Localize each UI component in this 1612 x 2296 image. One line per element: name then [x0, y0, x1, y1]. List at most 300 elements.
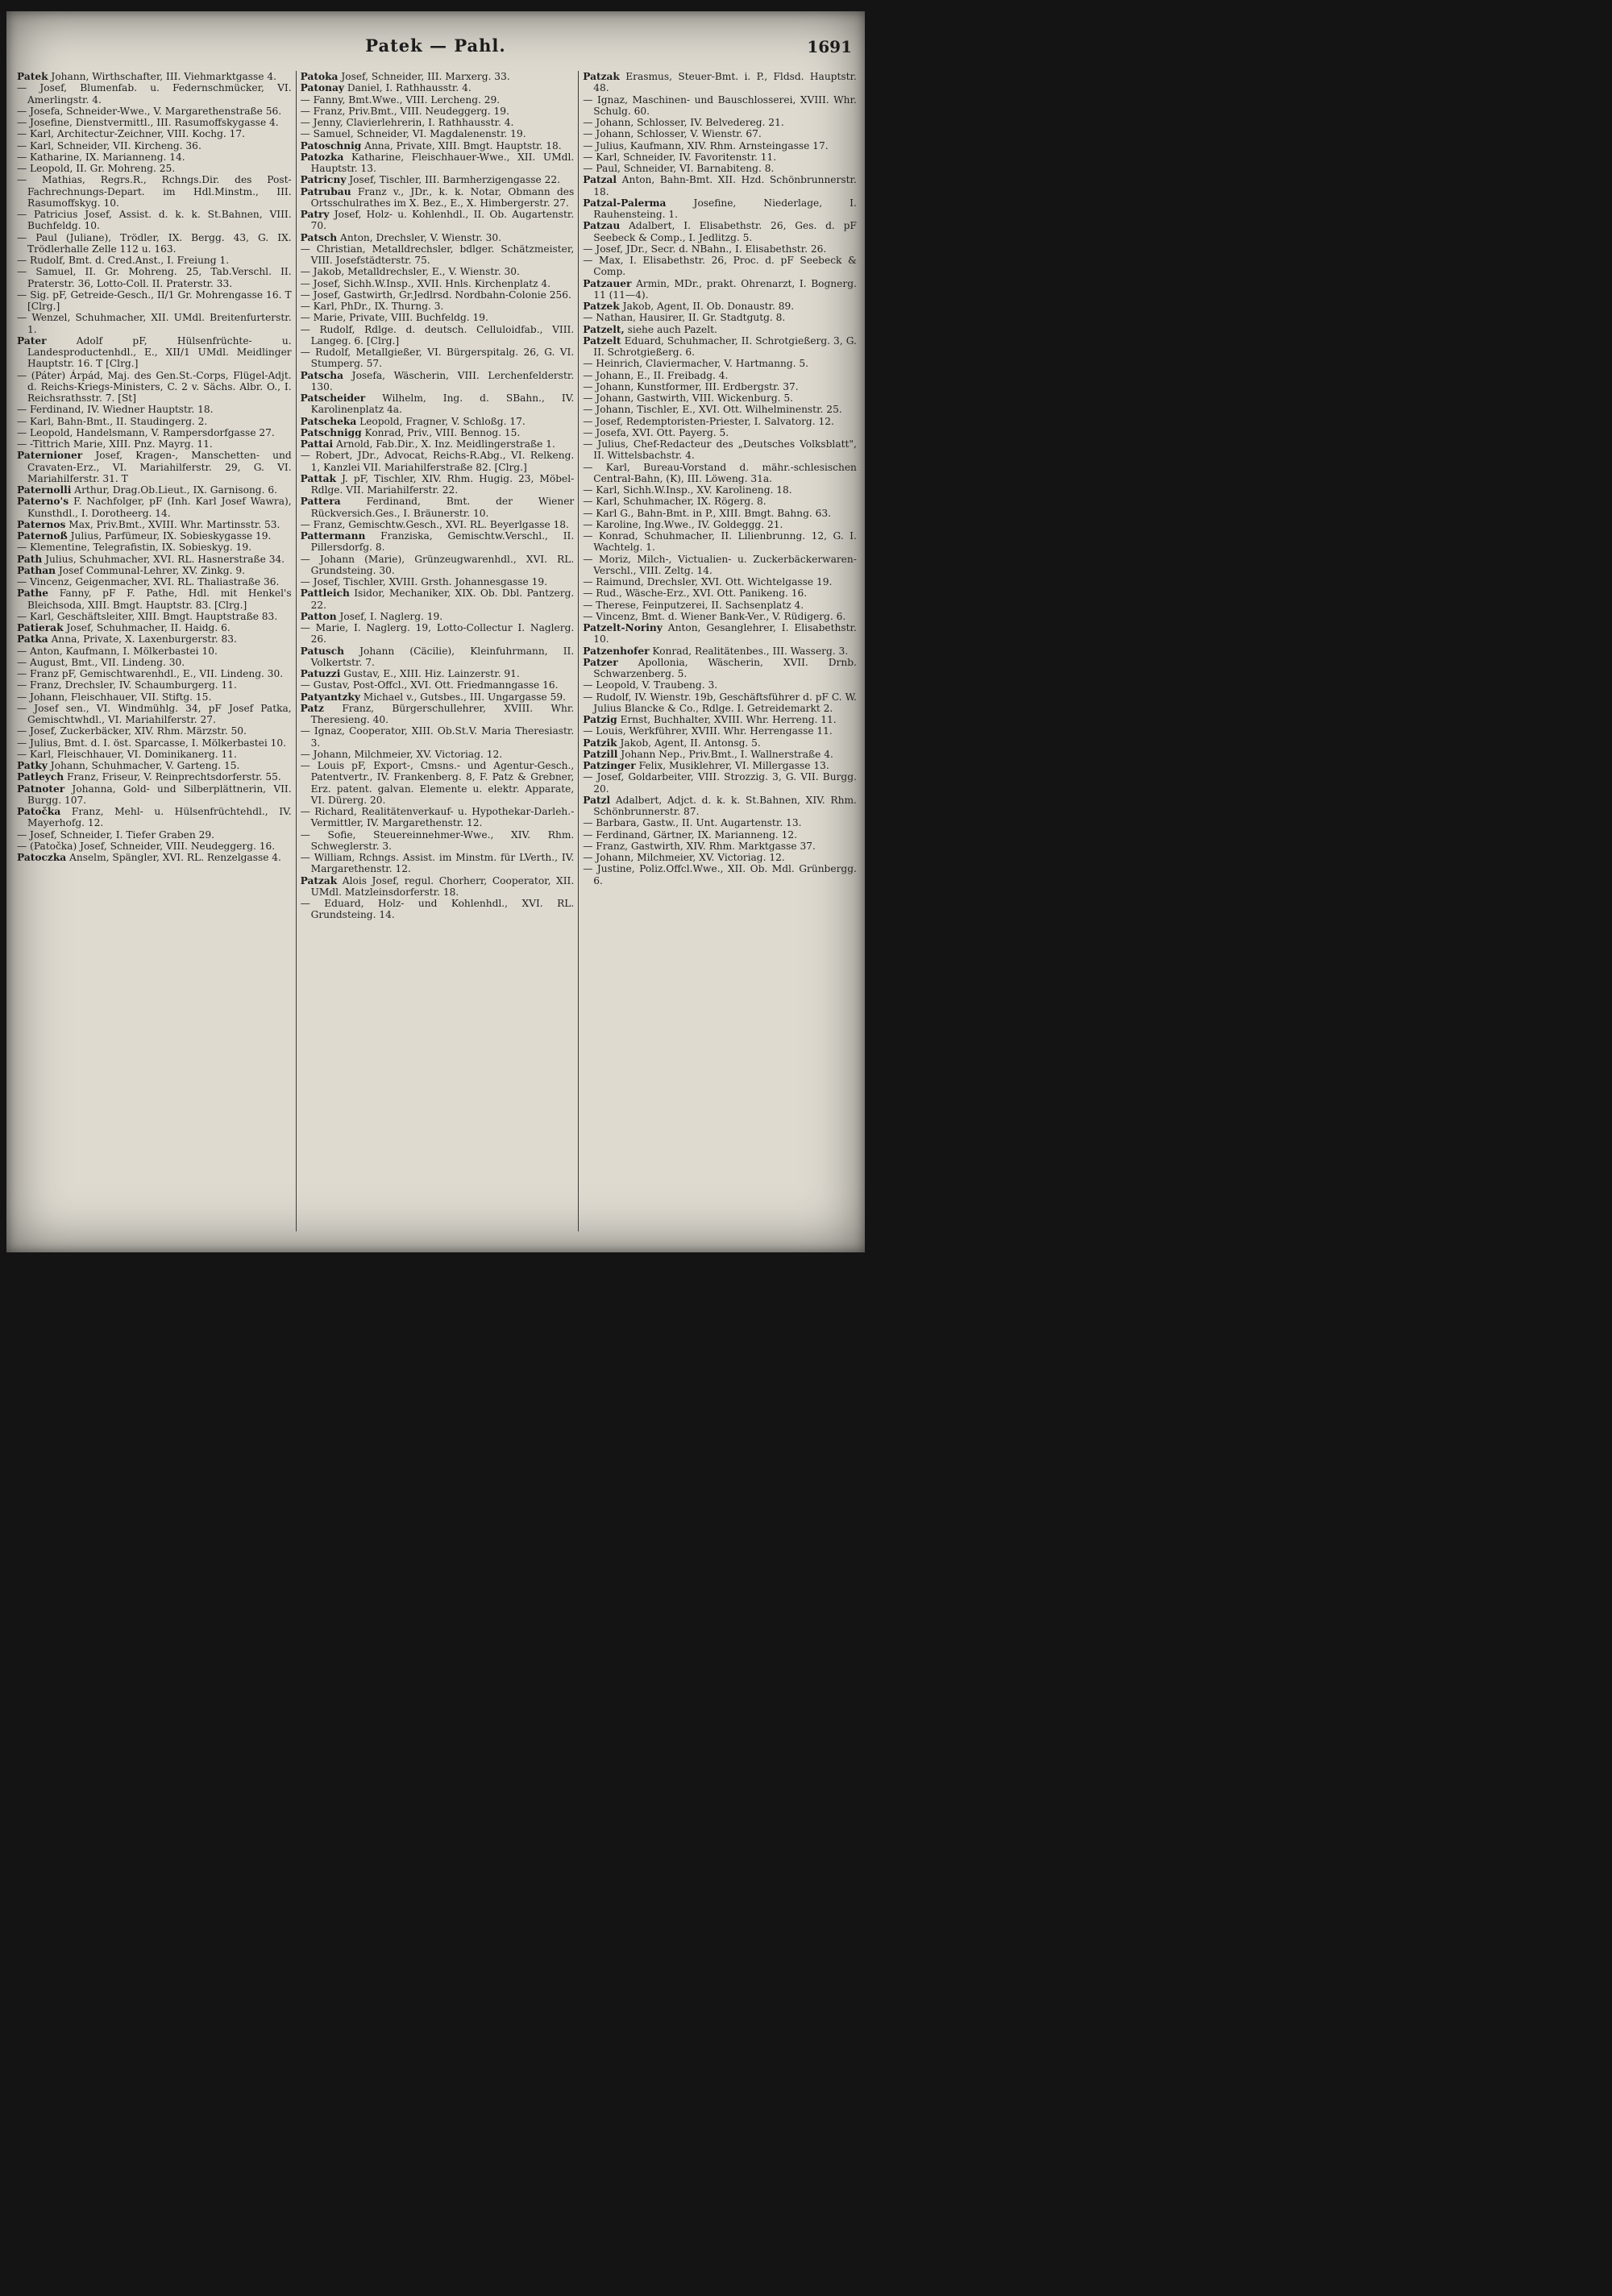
entry-surname: Patzill [583, 748, 618, 760]
entry-details: — Ferdinand, IV. Wiedner Hauptstr. 18. [17, 404, 214, 416]
entry-details: — Nathan, Hausirer, II. Gr. Stadtgutg. 8. [583, 312, 786, 324]
entry-details: J. pF, Tischler, XIV. Rhm. Hugig. 23, Möbel-Rdlge. VII. Mariahilferstr. 22. [310, 472, 575, 496]
directory-entry [17, 554, 292, 565]
directory-entry [301, 312, 575, 323]
directory-entry [17, 691, 292, 703]
entry-details: — Ferdinand, Gärtner, IX. Marianneng. 12. [583, 828, 798, 841]
entry-details: — Justine, Poliz.Offcl.Wwe., XII. Ob. Mdl. Grünbergg. 6. [583, 863, 857, 886]
entry-details: Josef, Holz- u. Kohlenhdl., II. Ob. Augartenstr. 70. [310, 209, 575, 232]
directory-entry [583, 554, 857, 577]
entry-details: Josef, Schneider, III. Marxerg. 33. [338, 71, 510, 82]
entry-surname: Patscheider [300, 392, 366, 404]
directory-entry [301, 324, 575, 347]
entry-surname: Patzauer [583, 277, 632, 289]
entry-details: — Karl G., Bahn-Bmt. in P., XIII. Bmgt. Bahng. 63. [583, 507, 832, 519]
directory-entry [17, 117, 292, 128]
directory-entry [583, 163, 857, 174]
entry-details: Josef, Schuhmacher, II. Haidg. 6. [63, 622, 231, 633]
entry-details: — Barbara, Gastw., II. Unt. Augartenstr. 13. [583, 817, 802, 829]
directory-entry [17, 783, 292, 807]
entry-details: Fanny, pF F. Pathe, Hdl. mit Henkel's Bleichsoda, XIII. Bmgt. Hauptstr. 83. [Clrg.] [27, 587, 292, 611]
entry-details: — Jenny, Clavierlehrerin, I. Rathhausstr. 4. [300, 117, 514, 128]
entry-details: Gustav, E., XIII. Hiz. Lainzerstr. 91. [340, 668, 520, 679]
directory-entry [301, 611, 575, 622]
directory-entry [583, 324, 857, 335]
directory-entry [17, 496, 292, 519]
directory-entry [583, 725, 857, 737]
entry-details: — Eduard, Holz- und Kohlenhdl., XVI. RL. Grundsteing. 14. [300, 898, 575, 921]
entry-details: — Johann, Kunstformer, III. Erdbergstr. 37. [583, 380, 799, 392]
directory-entry [583, 335, 857, 359]
directory-entry [17, 852, 292, 863]
directory-entry [17, 771, 292, 783]
directory-entry [583, 94, 857, 118]
entry-details: Julius, Parfümeur, IX. Sobieskygasse 19. [67, 530, 272, 542]
entry-details: — Josef sen., VI. Windmühlg. 34, pF Josef Patka, Gemischtwhdl., VI. Mariahilferstr. 27. [17, 702, 292, 725]
entry-details: — Rud., Wäsche-Erz., XVI. Ott. Panikeng. 16. [583, 587, 808, 600]
directory-entry [301, 554, 575, 577]
entry-surname: Patzenhofer [583, 645, 650, 657]
entry-details: — Rudolf, Bmt. d. Cred.Anst., I. Freiung 1. [17, 255, 230, 266]
column-2 [296, 71, 579, 1231]
directory-entry [583, 174, 857, 197]
directory-entry [583, 691, 857, 715]
entry-details: — Vincenz, Bmt. d. Wiener Bank-Ver., V. Rüdigerg. 6. [583, 610, 846, 622]
entry-details: — William, Rchngs. Assist. im Minstm. für LVerth., IV. Margarethenstr. 12. [300, 852, 575, 875]
entry-details: Josefine, Niederlage, I. Rauhensteing. 1. [593, 197, 857, 220]
directory-entry [583, 427, 857, 438]
directory-entry [583, 841, 857, 852]
directory-entry [17, 152, 292, 163]
entry-surname: Patonay [300, 82, 344, 94]
entry-surname: Patusch [300, 645, 344, 657]
entry-details: — Anton, Kaufmann, I. Mölkerbastei 10. [17, 645, 218, 657]
directory-entry [301, 186, 575, 210]
directory-entry [583, 496, 857, 507]
directory-entry [301, 174, 575, 185]
directory-entry [583, 817, 857, 828]
entry-details: — Johann, Gastwirth, VIII. Wickenburg. 5. [583, 392, 794, 404]
entry-details: Anna, Private, X. Laxenburgerstr. 83. [48, 633, 237, 646]
entry-surname: Patuzzi [300, 668, 341, 679]
directory-page [6, 11, 865, 1252]
directory-entry [301, 232, 575, 243]
directory-entry [583, 587, 857, 599]
directory-entry [301, 71, 575, 82]
running-head: Patek — Pahl. [365, 35, 506, 56]
directory-entry [301, 152, 575, 175]
directory-entry [583, 301, 857, 312]
directory-entry [583, 611, 857, 622]
directory-entry [301, 278, 575, 289]
directory-entry [17, 576, 292, 587]
entry-details: Franz v., JDr., k. k. Notar, Obmann des Ortsschulrathes im X. Bez., E., X. Himbergerstr. 27. [310, 185, 575, 209]
directory-entry [583, 737, 857, 749]
entry-surname: Patierak [17, 622, 64, 633]
directory-entry [17, 427, 292, 438]
entry-details: Josef, Tischler, III. Barmherzigengasse 22. [346, 174, 561, 186]
page-header [6, 35, 865, 66]
entry-details: Ernst, Buchhalter, XVIII. Whr. Herreng. 11. [617, 714, 837, 725]
entry-surname: Patsch [300, 231, 338, 243]
directory-entry [583, 679, 857, 691]
entry-details: — Leopold, II. Gr. Mohreng. 25. [17, 163, 176, 174]
directory-entry [17, 657, 292, 668]
entry-surname: Patzinger [583, 760, 636, 771]
entry-details: — Moriz, Milch-, Victualien- u. Zuckerbäckerwaren-Verschl., VIII. Zeltg. 14. [583, 553, 857, 576]
entry-surname: Patzelt [583, 334, 621, 347]
entry-details: — Karl, Fleischhauer, VI. Dominikanerg. 11. [17, 748, 237, 760]
entry-details: Leopold, Fragner, V. Schloßg. 17. [356, 415, 526, 427]
directory-entry [583, 312, 857, 323]
directory-entry [301, 576, 575, 587]
entry-details: — Leopold, V. Traubeng. 3. [583, 679, 718, 691]
directory-entry [583, 760, 857, 771]
entry-details: Arthur, Drag.Ob.Lieut., IX. Garnisong. 6. [71, 484, 277, 496]
directory-entry [583, 462, 857, 485]
directory-columns [13, 71, 861, 1231]
entry-surname: Patzal [583, 174, 617, 186]
directory-entry [17, 370, 292, 405]
entry-details: — Louis, Werkführer, XVIII. Whr. Herrengasse 11. [583, 725, 833, 737]
entry-details: — Karl, Schneider, VII. Kircheng. 36. [17, 139, 202, 152]
entry-details: Max, Priv.Bmt., XVIII. Whr. Martinsstr. 53. [65, 518, 280, 530]
entry-details: — Katharine, IX. Marianneng. 14. [17, 151, 185, 163]
directory-entry [301, 266, 575, 277]
entry-surname: Pattak [300, 472, 336, 484]
directory-entry [301, 875, 575, 899]
entry-details: — Marie, I. Naglerg. 19, Lotto-Collectur I. Naglerg. 26. [300, 622, 575, 646]
entry-details: Josef Communal-Lehrer, XV. Zinkg. 9. [55, 564, 245, 576]
directory-entry [17, 668, 292, 679]
entry-details: — Josefa, XVI. Ott. Payerg. 5. [583, 426, 729, 438]
entry-details: — Fanny, Bmt.Wwe., VIII. Lercheng. 29. [300, 93, 501, 106]
entry-surname: Patyantzky [300, 691, 360, 703]
directory-entry [17, 829, 292, 841]
directory-entry [301, 898, 575, 921]
directory-entry [583, 416, 857, 427]
directory-entry [17, 806, 292, 829]
directory-entry [583, 622, 857, 646]
directory-entry [301, 427, 575, 438]
directory-entry [301, 392, 575, 416]
entry-details: — Josef, Sichh.W.Insp., XVII. Hnls. Kirchenplatz 4. [300, 277, 551, 289]
directory-entry [583, 508, 857, 519]
entry-details: — Rudolf, Rdlge. d. deutsch. Celluloidfab., VIII. Langeg. 6. [Clrg.] [300, 323, 575, 347]
entry-surname: Patka [17, 633, 48, 646]
entry-details: Adalbert, I. Elisabethstr. 26, Ges. d. pF Seebeck & Comp., I. Jedlitzg. 5. [593, 220, 857, 243]
directory-entry [583, 197, 857, 221]
entry-details: — Leopold, Handelsmann, V. Rampersdorfgasse 27. [17, 426, 275, 438]
entry-details: — Franz pF, Gemischtwarenhdl., E., VII. Lindeng. 30. [17, 668, 284, 679]
entry-surname: Patoka [300, 71, 339, 82]
entry-details: — Vincenz, Geigenmacher, XVI. RL. Thaliastraße 36. [17, 576, 280, 587]
entry-details: — Rudolf, IV. Wienstr. 19b, Geschäftsführer d. pF C. W. Julius Blancke & Co., Rdlge. I. Getreidemarkt 2. [583, 691, 857, 714]
entry-details: — Louis pF, Export-, Cmsns.- und Agentur-Gesch., Patentvertr., IV. Frankenberg. 8, F. Patz & Grebner, Erz. patent. galvan. Elemente u. elektr. Apparate, VI. Dürerg. 20. [300, 760, 575, 806]
entry-details: Adalbert, Adjct. d. k. k. St.Bahnen, XIV. Rhm. Schönbrunnerstr. 87. [593, 794, 857, 817]
directory-entry [17, 438, 292, 450]
directory-entry [17, 335, 292, 370]
directory-entry [583, 404, 857, 415]
entry-details: Isidor, Mechaniker, XIX. Ob. Dbl. Pantzerg. 22. [310, 587, 575, 611]
entry-details: — Jakob, Metalldrechsler, E., V. Wienstr. 30. [300, 266, 520, 278]
directory-entry [17, 312, 292, 335]
entry-details: Franziska, Gemischtw.Verschl., II. Pillersdorfg. 8. [310, 530, 575, 554]
entry-details: — Johann, Milchmeier, XV. Victoriag. 12. [300, 748, 503, 760]
entry-details: — Johann, E., II. Freibadg. 4. [583, 369, 729, 381]
directory-entry [17, 289, 292, 313]
entry-details: — Karl, Schneider, IV. Favoritenstr. 11. [583, 151, 777, 163]
directory-entry [301, 243, 575, 267]
entry-details: — Julius, Kaufmann, XIV. Rhm. Arnsteingasse 17. [583, 139, 829, 152]
entry-details: — Paul (Juliane), Trödler, IX. Bergg. 43, G. IX. Trödlerhalle Zelle 112 u. 163. [17, 231, 292, 255]
directory-entry [301, 530, 575, 554]
directory-entry [17, 679, 292, 691]
directory-entry [583, 381, 857, 392]
entry-details: — Franz, Gastwirth, XIV. Rhm. Marktgasse 37. [583, 840, 816, 852]
entry-details: Anselm, Spängler, XVI. RL. Renzelgasse 4. [66, 852, 281, 863]
directory-entry [301, 106, 575, 117]
directory-entry [583, 243, 857, 255]
entry-details: Wilhelm, Ing. d. SBahn., IV. Karolinenplatz 4a. [310, 392, 575, 416]
directory-entry [301, 416, 575, 427]
entry-surname: Paternolli [17, 484, 72, 496]
entry-details: — Johann (Marie), Grünzeugwarenhdl., XVI. RL. Grundsteing. 30. [300, 553, 575, 576]
entry-details: — Marie, Private, VIII. Buchfeldg. 19. [300, 312, 488, 324]
page-number: 1691 [807, 37, 852, 56]
directory-entry [17, 255, 292, 266]
entry-surname: Path [17, 553, 43, 565]
directory-entry [301, 450, 575, 473]
directory-entry [17, 174, 292, 209]
directory-entry [583, 484, 857, 496]
entry-details: — (Patočka) Josef, Schneider, VIII. Neudeggerg. 16. [17, 840, 276, 852]
entry-surname: Patočka [17, 806, 61, 817]
directory-entry [301, 760, 575, 806]
entry-surname: Patschnigg [300, 426, 362, 438]
entry-details: — (Páter) Árpád, Maj. des Gen.St.-Corps, Flügel-Adjt. d. Reichs-Kriegs-Ministers, C. 2 v. Sächs. Albr. O., I. Reichsrathsstr. 7. [St] [17, 369, 292, 404]
directory-entry [17, 140, 292, 152]
entry-details: — Patricius Josef, Assist. d. k. k. St.Bahnen, VIII. Buchfeldg. 10. [17, 209, 292, 232]
entry-details: — Josef, Gastwirth, Gr.Jedlrsd. Nordbahn-Colonie 256. [300, 289, 571, 301]
directory-entry [583, 71, 857, 94]
directory-entry [301, 140, 575, 152]
directory-entry [17, 416, 292, 427]
entry-details: Josefa, Wäscherin, VIII. Lerchenfelderstr. 130. [310, 369, 575, 392]
directory-entry [301, 289, 575, 301]
entry-details: Josef, I. Naglerg. 19. [336, 610, 443, 622]
entry-details: Anna, Private, XIII. Bmgt. Hauptstr. 18. [361, 139, 562, 152]
entry-details: — Heinrich, Claviermacher, V. Hartmanng. 5. [583, 358, 809, 370]
directory-entry [301, 749, 575, 760]
entry-details: — Johann, Fleischhauer, VII. Stiftg. 15. [17, 691, 212, 703]
entry-details: — Josef, JDr., Secr. d. NBahn., I. Elisabethstr. 26. [583, 243, 827, 255]
entry-details: Franz, Bürgerschullehrer, XVIII. Whr. Theresieng. 40. [310, 702, 575, 725]
entry-details: — Ignaz, Cooperator, XIII. Ob.St.V. Maria Theresiastr. 3. [300, 725, 575, 749]
entry-details: — Franz, Gemischtw.Gesch., XVI. RL. Beyerlgasse 18. [300, 518, 569, 530]
directory-entry [17, 266, 292, 289]
entry-details: — Josef, Tischler, XVIII. Grsth. Johannesgasse 19. [300, 576, 548, 587]
directory-entry [583, 852, 857, 863]
directory-entry [301, 496, 575, 519]
entry-details: Konrad, Realitätenbes., III. Wasserg. 3. [649, 645, 849, 657]
entry-surname: Patoczka [17, 852, 67, 863]
entry-details: — Josef, Zuckerbäcker, XIV. Rhm. Märzstr. 50. [17, 725, 247, 737]
entry-details: — August, Bmt., VII. Lindeng. 30. [17, 656, 185, 668]
directory-entry [301, 370, 575, 393]
entry-details: Apollonia, Wäscherin, XVII. Drnb. Schwarzenberg. 5. [593, 656, 857, 679]
entry-surname: Patzak [300, 874, 338, 886]
directory-entry [583, 255, 857, 278]
entry-surname: Patton [300, 610, 337, 622]
directory-entry [301, 725, 575, 749]
entry-details: siehe auch Pazelt. [624, 323, 717, 335]
directory-entry [583, 771, 857, 795]
directory-entry [583, 530, 857, 554]
entry-details: — Rudolf, Metallgießer, VI. Bürgerspitalg. 26, G. VI. Stumperg. 57. [300, 347, 575, 370]
entry-details: — Josef, Blumenfab. u. Federnschmücker, VI. Amerlingstr. 4. [17, 82, 292, 106]
entry-details: — Franz, Priv.Bmt., VIII. Neudeggerg. 19. [300, 105, 509, 117]
directory-entry [17, 622, 292, 633]
directory-entry [301, 301, 575, 312]
entry-details: Arnold, Fab.Dir., X. Inz. Meidlingerstraße 1. [333, 438, 555, 450]
entry-details: Alois Josef, regul. Chorherr, Cooperator, XII. UMdl. Matzleinsdorferstr. 18. [310, 874, 575, 898]
directory-entry [583, 278, 857, 301]
entry-details: — Karl, Bahn-Bmt., II. Staudingerg. 2. [17, 415, 208, 427]
directory-entry [301, 438, 575, 450]
directory-entry [301, 679, 575, 691]
directory-entry [17, 404, 292, 415]
entry-details: — Julius, Bmt. d. I. öst. Sparcasse, I. Mölkerbastei 10. [17, 737, 287, 749]
entry-details: — Sig. pF, Getreide-Gesch., II/1 Gr. Mohrengasse 16. T [Clrg.] [17, 289, 292, 312]
entry-surname: Patnoter [17, 783, 65, 795]
directory-entry [301, 128, 575, 139]
directory-entry [17, 128, 292, 139]
entry-details: Julius, Schuhmacher, XVI. RL. Hasnerstraße 34. [42, 553, 285, 565]
directory-entry [583, 220, 857, 243]
entry-details: Johanna, Gold- und Silberplättnerin, VII. Burgg. 107. [27, 783, 292, 806]
column-3 [578, 71, 861, 1231]
entry-details: Anton, Drechsler, V. Wienstr. 30. [337, 231, 502, 243]
entry-details: Katharine, Fleischhauer-Wwe., XII. UMdl. Hauptstr. 13. [310, 151, 575, 174]
directory-entry [17, 232, 292, 255]
column-1 [13, 71, 296, 1231]
entry-details: Johann, Wirthschafter, III. Viehmarktgasse 4. [48, 71, 277, 82]
entry-details: Ferdinand, Bmt. der Wiener Rückversich.Ges., I. Bräunerstr. 10. [310, 496, 575, 519]
entry-details: — Samuel, II. Gr. Mohreng. 25, Tab.Verschl. II. Praterstr. 36, Lotto-Coll. II. Praterstr. 33. [17, 266, 292, 289]
directory-entry [17, 611, 292, 622]
directory-entry [17, 106, 292, 117]
directory-entry [583, 795, 857, 818]
entry-details: — Josef, Redemptoristen-Priester, I. Salvatorg. 12. [583, 415, 834, 427]
entry-details: — Gustav, Post-Offcl., XVI. Ott. Friedmanngasse 16. [300, 679, 559, 691]
entry-details: — Ignaz, Maschinen- und Bauschlosserei, XVIII. Whr. Schulg. 60. [583, 93, 857, 117]
entry-details: — Robert, JDr., Advocat, Reichs-R.Abg., VI. Relkeng. 1, Kanzlei VII. Mariahilferstraße 82. [Clrg.] [300, 450, 575, 473]
entry-surname: Patricny [300, 174, 347, 186]
entry-details: Felix, Musiklehrer, VI. Millergasse 13. [635, 760, 829, 771]
directory-entry [17, 749, 292, 760]
entry-details: — Wenzel, Schuhmacher, XII. UMdl. Breitenfurterstr. 1. [17, 312, 292, 335]
directory-entry [17, 646, 292, 657]
entry-details: — Karl, Sichh.W.Insp., XV. Karolineng. 18. [583, 484, 792, 496]
entry-details: Johann Nep., Priv.Bmt., I. Wallnerstraße 4. [617, 748, 833, 760]
directory-entry [17, 760, 292, 771]
entry-details: — Raimund, Drechsler, XVI. Ott. Wichtelgasse 19. [583, 576, 833, 587]
entry-details: Michael v., Gutsbes., III. Ungargasse 59. [359, 691, 567, 703]
entry-details: Erasmus, Steuer-Bmt. i. P., Fldsd. Hauptstr. 48. [593, 71, 857, 94]
directory-entry [301, 587, 575, 611]
entry-details: — Klementine, Telegrafistin, IX. Sobieskyg. 19. [17, 542, 251, 554]
entry-surname: Patky [17, 760, 48, 771]
directory-entry [17, 163, 292, 174]
entry-surname: Patry [300, 209, 330, 220]
entry-surname: Patleych [17, 771, 64, 783]
directory-entry [583, 519, 857, 530]
entry-details: — Max, I. Elisabethstr. 26, Proc. d. pF Seebeck & Comp. [583, 255, 857, 278]
entry-details: — Karl, Geschäftsleiter, XIII. Bmgt. Hauptstraße 83. [17, 610, 278, 622]
entry-details: — Karoline, Ing.Wwe., IV. Goldeggg. 21. [583, 518, 783, 530]
entry-details: — Johann, Schlosser, IV. Belvedereg. 21. [583, 117, 784, 128]
directory-entry [583, 392, 857, 404]
entry-surname: Paternioner [17, 450, 83, 462]
entry-surname: Paterno's [17, 496, 69, 508]
entry-details: Franz, Mehl- u. Hülsenfrüchtehdl., IV. Mayerhofg. 12. [27, 806, 292, 829]
entry-details: Anton, Bahn-Bmt. XII. Hzd. Schönbrunnerstr. 18. [593, 174, 857, 197]
entry-surname: Patzelt, [583, 323, 625, 335]
directory-entry [583, 152, 857, 163]
entry-surname: Paternos [17, 518, 66, 530]
entry-details: — Josef, Schneider, I. Tiefer Graben 29. [17, 828, 214, 841]
directory-entry [301, 473, 575, 496]
entry-surname: Patzig [583, 714, 617, 725]
entry-surname: Patzik [583, 737, 617, 749]
entry-details: — Julius, Chef-Redacteur des „Deutsches Volksblatt", II. Wittelsbachstr. 4. [583, 438, 857, 462]
directory-entry [17, 542, 292, 553]
entry-surname: Pathan [17, 564, 56, 576]
directory-entry [583, 714, 857, 725]
directory-entry [301, 519, 575, 530]
directory-entry [17, 209, 292, 232]
entry-surname: Patozka [300, 151, 344, 163]
directory-entry [583, 829, 857, 841]
entry-details: Johann, Schuhmacher, V. Garteng. 15. [47, 760, 240, 771]
directory-entry [583, 600, 857, 611]
directory-entry [301, 806, 575, 829]
directory-entry [17, 633, 292, 645]
directory-entry [17, 450, 292, 484]
entry-surname: Pattermann [300, 530, 366, 542]
directory-entry [583, 370, 857, 381]
directory-entry [583, 140, 857, 152]
directory-entry [301, 703, 575, 726]
entry-details: — Therese, Feinputzerei, II. Sachsenplatz 4. [583, 599, 804, 611]
directory-entry [301, 622, 575, 646]
entry-details: — Karl, Bureau-Vorstand d. mähr.-schlesischen Central-Bahn, (K), III. Löweng. 31a. [583, 461, 857, 484]
directory-entry [17, 484, 292, 496]
directory-entry [301, 829, 575, 853]
directory-entry [17, 737, 292, 749]
entry-surname: Pathe [17, 587, 48, 600]
entry-surname: Pattera [300, 496, 341, 508]
entry-surname: Patscheka [300, 415, 357, 427]
entry-details: — Johann, Schlosser, V. Wienstr. 67. [583, 128, 762, 140]
entry-details: — Karl, PhDr., IX. Thurng. 3. [300, 301, 444, 312]
directory-entry [583, 438, 857, 462]
entry-details: — Christian, Metalldrechsler, bdlger. Schätzmeister, VIII. Josefstädterstr. 75. [300, 243, 575, 266]
entry-details: — Richard, Realitätenverkauf- u. Hypothekar-Darleh.-Vermittler, IV. Margarethenstr. 12. [300, 806, 575, 829]
entry-surname: Patzelt-Noriny [583, 622, 663, 633]
entry-details: Eduard, Schuhmacher, II. Schrotgießerg. 3, G. II. Schrotgießerg. 6. [593, 334, 857, 358]
